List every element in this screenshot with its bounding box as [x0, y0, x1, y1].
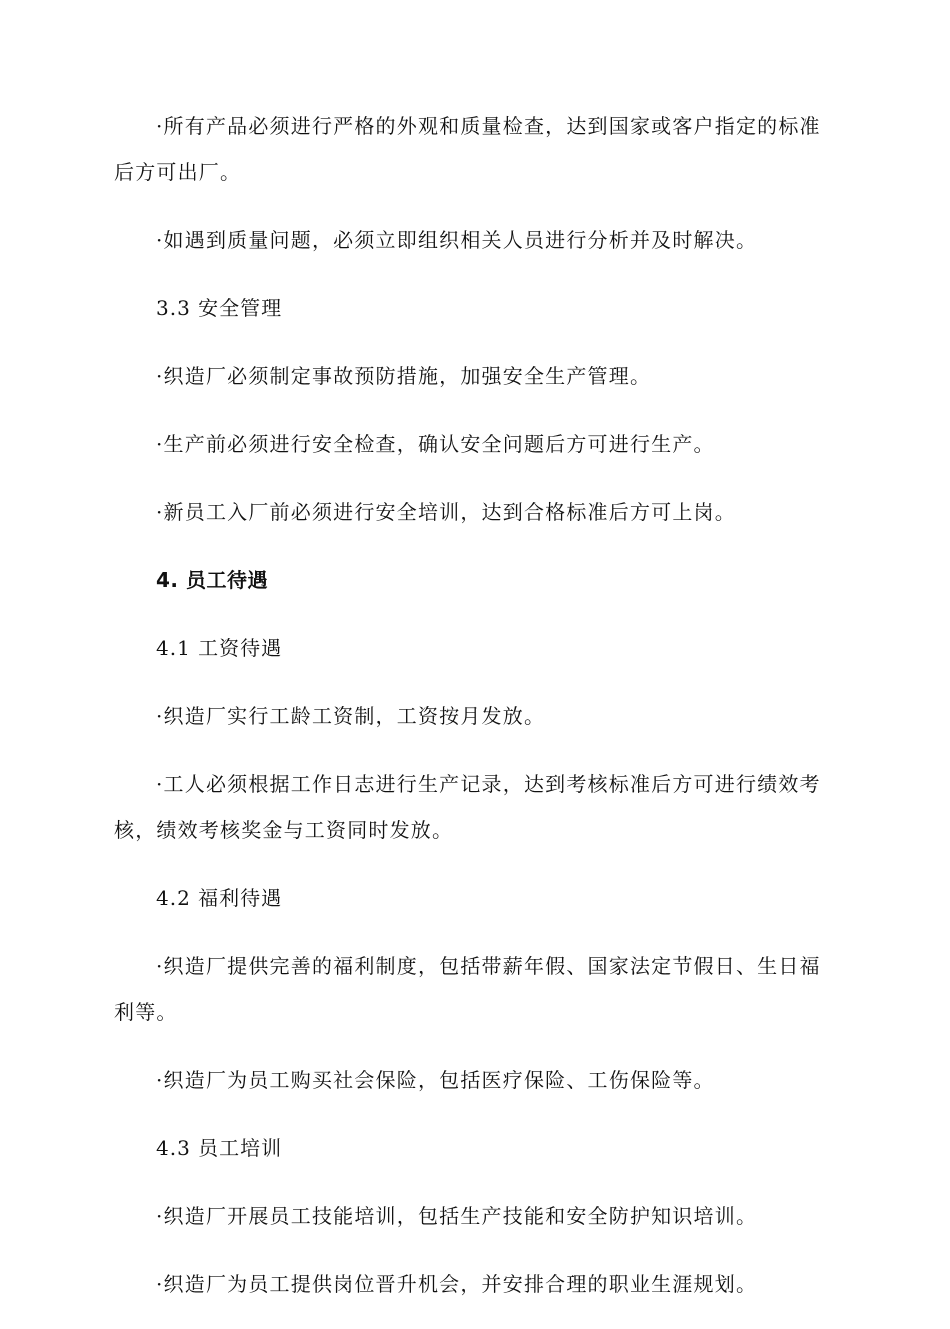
- paragraph-accident-prevention: ·织造厂必须制定事故预防措施，加强安全生产管理。: [156, 364, 652, 388]
- paragraph-social-insurance: ·织造厂为员工购买社会保险，包括医疗保险、工伤保险等。: [156, 1068, 715, 1092]
- section-heading-4-1: 4.1 工资待遇: [156, 636, 283, 660]
- paragraph-quality-problem: ·如遇到质量问题，必须立即组织相关人员进行分析并及时解决。: [156, 228, 758, 252]
- paragraph-quality-inspection: ·所有产品必须进行严格的外观和质量检查，达到国家或客户指定的标准后方可出厂。: [114, 114, 821, 184]
- paragraph-welfare-system: ·织造厂提供完善的福利制度，包括带薪年假、国家法定节假日、生日福利等。: [114, 954, 821, 1024]
- paragraph-career-development: ·织造厂为员工提供岗位晋升机会，并安排合理的职业生涯规划。: [156, 1272, 758, 1296]
- section-heading-4-2: 4.2 福利待遇: [156, 886, 283, 910]
- chapter-heading-4: 4. 员工待遇: [156, 568, 268, 592]
- section-heading-4-3: 4.3 员工培训: [156, 1136, 283, 1160]
- section-heading-3-3: 3.3 安全管理: [156, 296, 283, 320]
- paragraph-safety-training: ·新员工入厂前必须进行安全培训，达到合格标准后方可上岗。: [156, 500, 736, 524]
- paragraph-performance-review: ·工人必须根据工作日志进行生产记录，达到考核标准后方可进行绩效考核，绩效考核奖金与工资同时发放。: [114, 772, 821, 842]
- paragraph-wage-system: ·织造厂实行工龄工资制，工资按月发放。: [156, 704, 546, 728]
- paragraph-safety-check: ·生产前必须进行安全检查，确认安全问题后方可进行生产。: [156, 432, 715, 456]
- document-body: [114, 103, 824, 1329]
- paragraph-skills-training: ·织造厂开展员工技能培训，包括生产技能和安全防护知识培训。: [156, 1204, 758, 1228]
